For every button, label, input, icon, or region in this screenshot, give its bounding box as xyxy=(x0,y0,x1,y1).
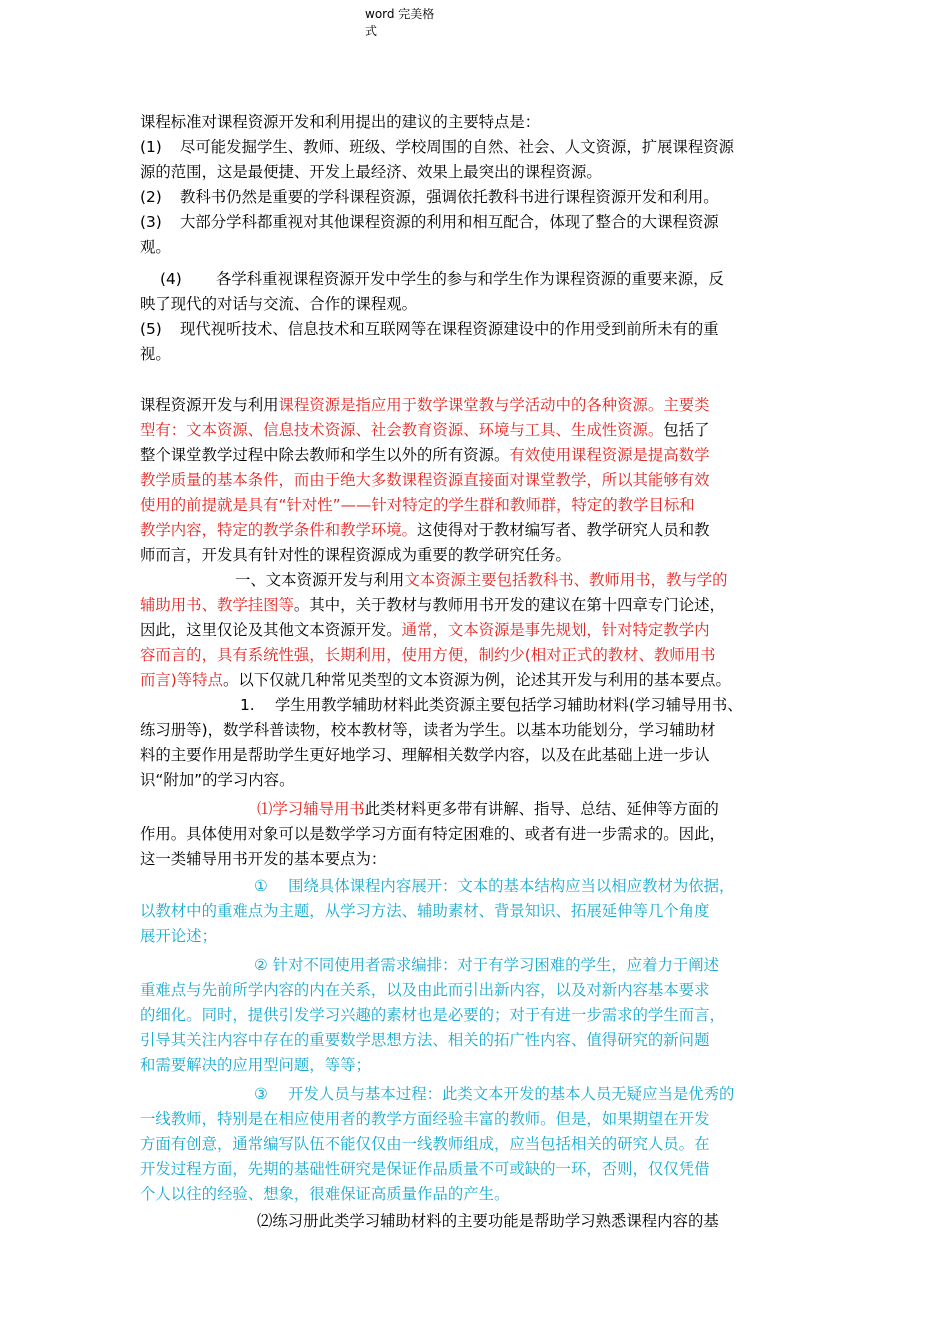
feature-text: 教科书仍然是重要的学科课程资源，强调依托教科书进行课程资源开发和利用。 xyxy=(180,188,719,206)
text-line: 一线教师，特别是在相应使用者的教学方面经验丰富的教师。但是，如果期望在开发 xyxy=(140,1110,710,1128)
text-line: 练习册等)，数学科普读物，校本教材等，读者为学生。以基本功能划分，学习辅助材 xyxy=(140,721,716,739)
feature-text: 尽可能发掘学生、教师、班级、学校周围的自然、社会、人文资源，扩展课程资源 xyxy=(180,138,735,156)
highlight-run: 使用的前提就是具有“针对性”——针对特定的学生群和教师群，特定的教学目标和 xyxy=(140,496,695,514)
key-point-3 xyxy=(140,1082,830,1207)
text-line: ③ 开发人员与基本过程：此类文本开发的基本人员无疑应当是优秀的 xyxy=(254,1085,735,1103)
rich-line xyxy=(140,822,830,847)
resource-definition-section xyxy=(140,393,830,568)
text-run: 师而言，开发具有针对性的课程资源成为重要的教学研究任务。 xyxy=(140,546,571,564)
header-line-2: 式 xyxy=(365,24,378,38)
feature-item-4 xyxy=(140,267,830,292)
text-line: 和需要解决的应用型问题，等等； xyxy=(140,1056,371,1074)
rich-line xyxy=(140,643,830,668)
key-point-1 xyxy=(140,874,830,949)
rich-line xyxy=(140,568,830,593)
highlight-run: 辅助用书、教学挂图等 xyxy=(140,596,294,614)
rich-line xyxy=(140,418,830,443)
feature-num: (2) xyxy=(140,188,162,206)
feature-text: 大部分学科都重视对其他课程资源的利用和相互配合，体现了整合的大课程资源 xyxy=(180,213,719,231)
feature-num: (5) xyxy=(140,320,162,338)
text-line: 开发过程方面，先期的基础性研究是保证作品质量不可或缺的一环，否则，仅仅凭借 xyxy=(140,1160,710,1178)
feature-num: (3) xyxy=(140,213,162,231)
feature-item-4-cont: 映了现代的对话与交流、合作的课程观。 xyxy=(140,295,418,313)
text-line: 个人以往的经验、想象，很难保证高质量作品的产生。 xyxy=(140,1185,510,1203)
student-materials-section xyxy=(140,693,830,793)
text-line: ② 针对不同使用者需求编排：对于有学习困难的学生，应着力于阐述 xyxy=(254,956,720,974)
feature-item-3 xyxy=(140,210,830,235)
rich-line xyxy=(140,393,830,418)
document-body xyxy=(140,110,830,1234)
text-run: 。其中，关于教材与教师用书开发的建议在第十四章专门论述， xyxy=(293,596,725,614)
text-resource-section xyxy=(140,568,830,693)
section-gap xyxy=(140,367,830,393)
highlight-run: 型有：文本资源、信息技术资源、社会教育资源、环境与工具、生成性资源。 xyxy=(140,421,664,439)
feature-item-5 xyxy=(140,317,830,342)
text-run: 。以下仅就几种常见类型的文本资源为例，论述其开发与利用的基本要点。 xyxy=(222,671,731,689)
key-points-section xyxy=(140,874,830,1207)
rich-line xyxy=(140,847,830,872)
text-run: 此类材料更多带有讲解、指导、总结、延伸等方面的 xyxy=(364,800,719,818)
workbook-heading: ⑵练习册此类学习辅助材料的主要功能是帮助学习熟悉课程内容的基 xyxy=(257,1212,719,1230)
feature-text: 现代视听技术、信息技术和互联网等在课程资源建设中的作用受到前所未有的重 xyxy=(180,320,719,338)
highlight-run: 教学内容，特定的教学条件和教学环境。 xyxy=(140,521,418,539)
text-run: 作用。具体使用对象可以是数学学习方面有特定困难的、或者有进一步需求的。因此， xyxy=(140,825,725,843)
rich-line xyxy=(140,518,830,543)
text-run: 课程资源开发与利用 xyxy=(140,396,279,414)
text-line: 重难点与先前所学内容的内在关系，以及由此而引出新内容，以及对新内容基本要求 xyxy=(140,981,710,999)
text-line: 方面有创意，通常编写队伍不能仅仅由一线教师组成，应当包括相关的研究人员。在 xyxy=(140,1135,710,1153)
text-line: 料的主要作用是帮助学生更好地学习、理解相关数学内容，以及在此基础上进一步认 xyxy=(140,746,710,764)
text-run: 因此，这里仅论及其他文本资源开发。 xyxy=(140,621,402,639)
text-line: 识“附加”的学习内容。 xyxy=(140,771,295,789)
rich-line xyxy=(140,668,830,693)
highlight-run: 容而言的，具有系统性强，长期利用，使用方便，制约少(相对正式的教材、教师用书 xyxy=(140,646,716,664)
highlight-run: 教学质量的基本条件，而由于绝大多数课程资源直接面对课堂教学，所以其能够有效 xyxy=(140,471,710,489)
highlight-run: ⑴学习辅导用书 xyxy=(257,800,365,818)
highlight-run: 课程资源是指应用于数学课堂教与学活动中的各种资源。主要类 xyxy=(278,396,710,414)
feature-item-5-cont: 视。 xyxy=(140,345,171,363)
rich-line xyxy=(140,593,830,618)
rich-line xyxy=(140,797,830,822)
text-run: 这一类辅导用书开发的基本要点为： xyxy=(140,850,387,868)
features-section xyxy=(140,110,830,367)
text-run: 这使得对于教材编写者、教学研究人员和教 xyxy=(417,521,710,539)
highlight-run: 有效使用课程资源是提高数学 xyxy=(509,446,710,464)
text-line: 引导其关注内容中存在的重要数学思想方法、相关的拓广性内容、值得研究的新问题 xyxy=(140,1031,710,1049)
header-line-1: word 完美格 xyxy=(365,7,435,21)
text-line: 展开论述； xyxy=(140,927,217,945)
highlight-run: 通常，文本资源是事先规划，针对特定教学内 xyxy=(401,621,710,639)
rich-line xyxy=(140,543,830,568)
text-line: ① 围绕具体课程内容展开：文本的基本结构应当以相应教材为依据， xyxy=(254,877,735,895)
features-intro: 课程标准对课程资源开发和利用提出的建议的主要特点是： xyxy=(140,113,541,131)
tutoring-books-section xyxy=(140,797,830,872)
rich-line xyxy=(140,618,830,643)
rich-line xyxy=(140,443,830,468)
text-line: 的细化。同时，提供引发学习兴趣的素材也是必要的；对于有进一步需求的学生而言， xyxy=(140,1006,725,1024)
rich-line xyxy=(140,468,830,493)
rich-line xyxy=(140,493,830,518)
highlight-run: 而言)等特点 xyxy=(140,671,223,689)
feature-item-3-cont: 观。 xyxy=(140,238,171,256)
section-heading: 一、文本资源开发与利用 xyxy=(235,571,405,589)
key-point-2 xyxy=(140,953,830,1078)
text-run: 包括了 xyxy=(663,421,710,439)
page-header xyxy=(365,6,445,40)
text-run: 整个课堂教学过程中除去教师和学生以外的所有资源。 xyxy=(140,446,510,464)
feature-item-2 xyxy=(140,185,830,210)
feature-num: (4) xyxy=(160,270,182,288)
text-line: 以教材中的重难点为主题，从学习方法、辅助素材、背景知识、拓展延伸等几个角度 xyxy=(140,902,710,920)
highlight-run: 文本资源主要包括教科书、教师用书，教与学的 xyxy=(404,571,728,589)
feature-text: 各学科重视课程资源开发中学生的参与和学生作为课程资源的重要来源，反 xyxy=(216,270,724,288)
feature-item-1 xyxy=(140,135,830,160)
numbered-heading: 1. 学生用教学辅助材料此类资源主要包括学习辅助材料(学习辅导用书、 xyxy=(240,696,743,714)
feature-num: (1) xyxy=(140,138,162,156)
feature-item-1-cont: 源的范围，这是最便捷、开发上最经济、效果上最突出的课程资源。 xyxy=(140,163,602,181)
